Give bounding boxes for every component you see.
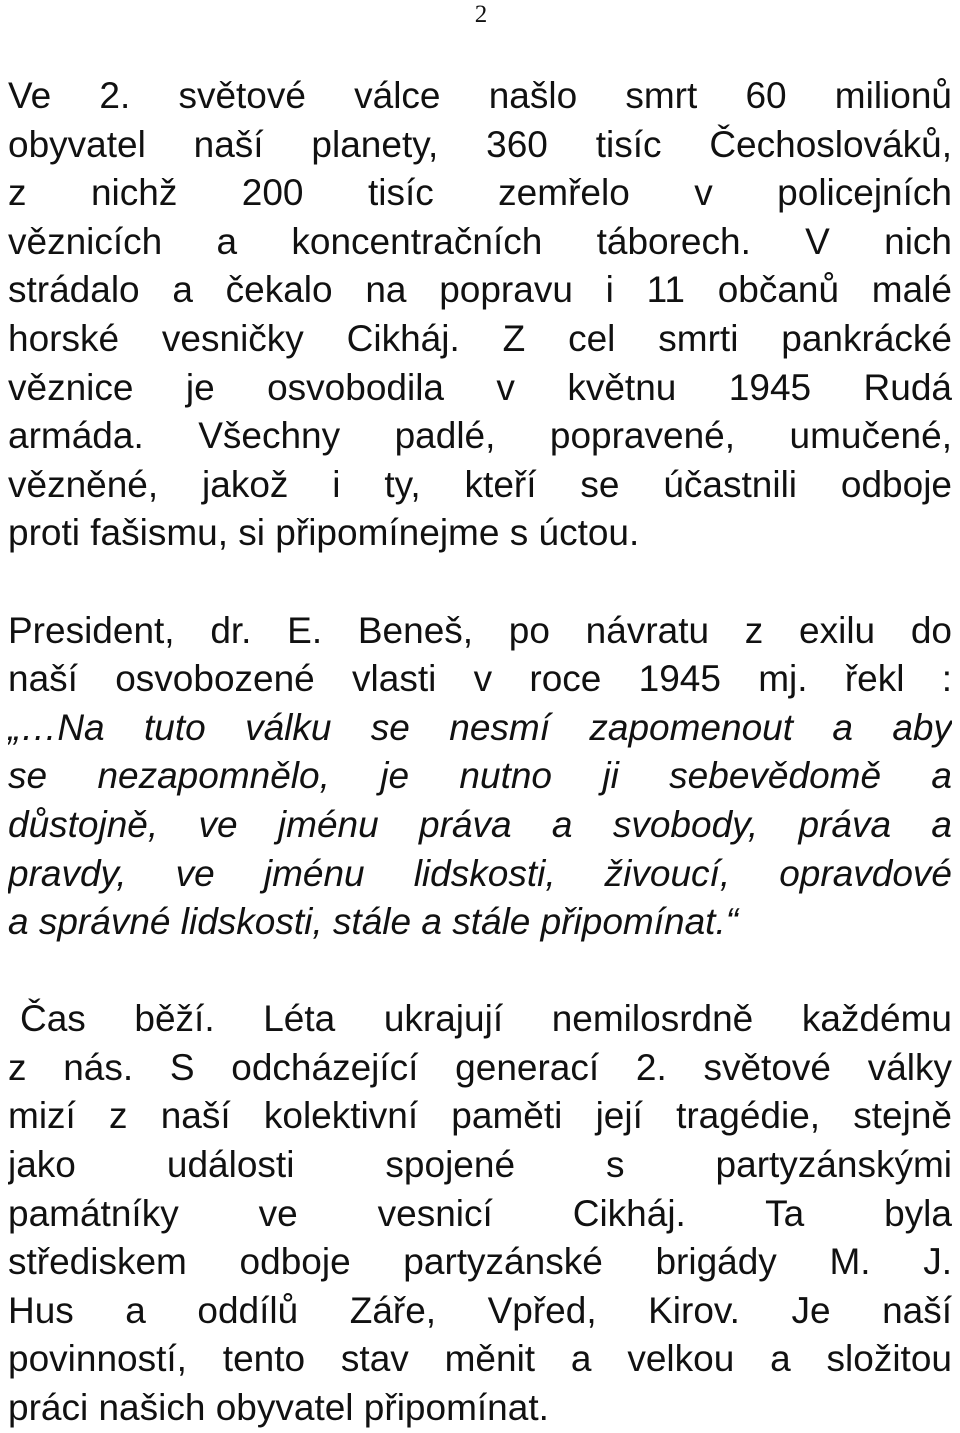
paragraph-benes-quote xyxy=(8,607,952,947)
text-line: jako události spojené s partyzánskými xyxy=(8,1144,952,1186)
text-line: armáda. Všechny padlé, popravené, umučené, xyxy=(8,415,952,457)
text-line: střediskem odboje partyzánské brigády M. J. xyxy=(8,1241,952,1283)
text-line: horské vesničky Cikháj. Z cel smrti pankrácké xyxy=(8,317,952,359)
quote-line: a správné lidskosti, stále a stále připomínat.“ xyxy=(8,901,739,943)
text-line: Hus a oddílů Záře, Vpřed, Kirov. Je naší xyxy=(8,1289,952,1331)
quote-line: se nezapomnělo, je nutno ji sebevědomě a xyxy=(8,755,952,797)
text-line: z nás. S odcházející generací 2. světové války xyxy=(8,1046,952,1088)
paragraph-time-passes xyxy=(8,995,952,1432)
paragraph-war-victims xyxy=(8,72,952,558)
document-body xyxy=(8,72,952,1433)
text-line: povinností, tento stav měnit a velkou a složitou xyxy=(8,1338,952,1380)
text-line: věznicích a koncentračních táborech. V nich xyxy=(8,220,952,262)
text-line: naší osvobozené vlasti v roce 1945 mj. řekl : xyxy=(8,658,952,700)
quote-line: důstojně, ve jménu práva a svobody, práva a xyxy=(8,803,952,845)
text-line: President, dr. E. Beneš, po návratu z exilu do xyxy=(8,609,952,651)
paragraph-spacer xyxy=(8,558,952,607)
text-line: Čas běží. Léta ukrajují nemilosrdně každému xyxy=(20,998,952,1040)
text-line: Ve 2. světové válce našlo smrt 60 milionů xyxy=(8,75,952,116)
text-line: mizí z naší kolektivní paměti její tragédie, stejně xyxy=(8,1095,952,1137)
text-line: obyvatel naší planety, 360 tisíc Čechoslováků, xyxy=(8,123,952,165)
text-line: věznice je osvobodila v květnu 1945 Rudá xyxy=(8,366,952,408)
text-line: z nichž 200 tisíc zemřelo v policejních xyxy=(8,172,952,214)
quote-line: pravdy, ve jménu lidskosti, živoucí, opravdové xyxy=(8,852,952,894)
quote-line: „…Na tuto válku se nesmí zapomenout a aby xyxy=(8,706,952,748)
paragraph-spacer xyxy=(8,947,952,996)
page-number: 2 xyxy=(474,1,488,28)
text-line: vězněné, jakož i ty, kteří se účastnili odboje xyxy=(8,463,952,505)
text-line: památníky ve vesnicí Cikháj. Ta byla xyxy=(8,1192,952,1234)
text-line: strádalo a čekalo na popravu i 11 občanů malé xyxy=(8,269,952,311)
text-line: práci našich obyvatel připomínat. xyxy=(8,1387,549,1429)
text-line: proti fašismu, si připomínejme s úctou. xyxy=(8,512,640,554)
